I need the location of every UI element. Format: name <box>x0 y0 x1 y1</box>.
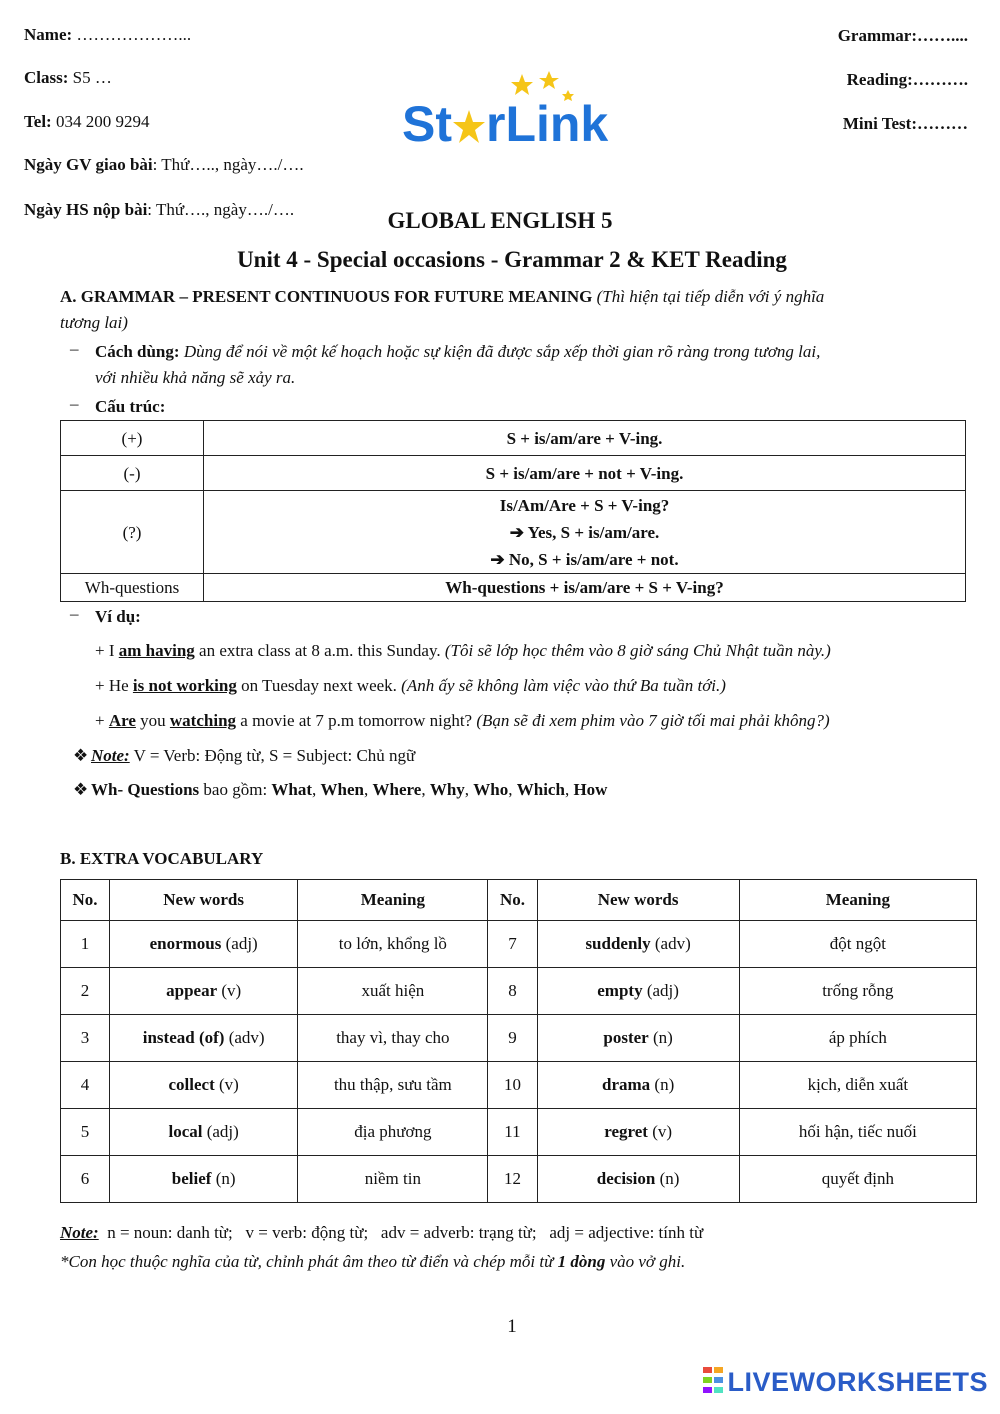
column-header: New words <box>537 880 739 921</box>
structure-label: Cấu trúc: <box>95 397 166 416</box>
unit-title: Unit 4 - Special occasions - Grammar 2 & KET Reading <box>237 247 787 272</box>
tel-value: 034 200 9294 <box>51 112 150 131</box>
table-row <box>61 1109 977 1156</box>
name-label: Name: <box>24 25 73 44</box>
structure-formula: S + is/am/are + V-ing. <box>204 421 966 456</box>
liveworksheets-brand: LIVEWORKSHEETS <box>703 1367 988 1400</box>
word-cell: suddenly (adv) <box>537 921 739 968</box>
submit-date-field[interactable]: : Thứ…., ngày…./…. <box>147 200 295 219</box>
word-number: 11 <box>488 1109 537 1156</box>
class-line <box>24 68 112 88</box>
class-value: S5 … <box>68 68 112 87</box>
meaning-cell: thay vì, thay cho <box>298 1015 488 1062</box>
structure-formula: Is/Am/Are + S + V-ing? ➔ Yes, S + is/am/are. ➔ No, S + is/am/are + not. <box>204 491 966 574</box>
reading-field[interactable]: ………. <box>912 70 968 89</box>
reading-label: Reading: <box>846 70 913 89</box>
structure-type: (-) <box>61 456 204 491</box>
diamond-bullet-icon: ❖ <box>73 780 89 799</box>
structure-bullet: – <box>70 394 79 413</box>
minitest-field[interactable]: ……… <box>917 114 968 133</box>
word-cell: decision (n) <box>537 1156 739 1203</box>
meaning-cell: xuất hiện <box>298 968 488 1015</box>
word-cell: drama (n) <box>537 1062 739 1109</box>
section-a-heading: A. GRAMMAR – PRESENT CONTINUOUS FOR FUTURE MEANING (Thì hiện tại tiếp diễn với ý nghĩa <box>60 287 825 306</box>
meaning-cell: niềm tin <box>298 1156 488 1203</box>
meaning-cell: áp phích <box>739 1015 976 1062</box>
meaning-cell: kịch, diễn xuất <box>739 1062 976 1109</box>
instruction-line: *Con học thuộc nghĩa của từ, chỉnh phát âm theo từ điển và chép mỗi từ 1 dòng vào vở ghi. <box>60 1252 686 1271</box>
word-cell: belief (n) <box>110 1156 298 1203</box>
vocabulary-header-row <box>61 880 977 921</box>
wh-questions-line: ❖ Wh- Questions bao gồm: What, When, Where, Why, Who, Which, How <box>73 777 607 803</box>
word-cell: empty (adj) <box>537 968 739 1015</box>
word-number: 5 <box>61 1109 110 1156</box>
assign-date-field[interactable]: : Thứ….., ngày…./…. <box>152 155 304 174</box>
page-number: 1 <box>507 1316 517 1337</box>
arrow-right-icon: ➔ <box>490 549 505 569</box>
word-cell: poster (n) <box>537 1015 739 1062</box>
section-b-heading: B. EXTRA VOCABULARY <box>60 849 264 868</box>
tel-label: Tel: <box>24 112 52 131</box>
table-row <box>61 1156 977 1203</box>
reading-score <box>847 70 968 90</box>
meaning-cell: đột ngột <box>739 921 976 968</box>
example-3: + Are you watching a movie at 7 p.m tomorrow night? (Bạn sẽ đi xem phim vào 7 giờ tối mai phải không?) <box>95 711 830 730</box>
word-number: 10 <box>488 1062 537 1109</box>
section-a-heading-cont: tương lai) <box>60 313 128 332</box>
structure-type: (+) <box>61 421 204 456</box>
word-number: 4 <box>61 1062 110 1109</box>
class-label: Class: <box>24 68 69 87</box>
star-icon <box>452 109 486 145</box>
grammar-score <box>838 26 968 46</box>
usage-line-cont: với nhiều khả năng sẽ xảy ra. <box>95 368 296 387</box>
column-header: Meaning <box>298 880 488 921</box>
word-number: 9 <box>488 1015 537 1062</box>
word-number: 12 <box>488 1156 537 1203</box>
table-row <box>61 1062 977 1109</box>
structure-formula: Wh-questions + is/am/are + S + V-ing? <box>204 574 966 602</box>
structure-formula: S + is/am/are + not + V-ing. <box>204 456 966 491</box>
word-cell: appear (v) <box>110 968 298 1015</box>
minitest-score <box>843 114 968 134</box>
liveworksheets-logo-icon <box>703 1367 723 1400</box>
minitest-label: Mini Test: <box>842 114 917 133</box>
starlink-logo <box>402 70 652 150</box>
meaning-cell: địa phương <box>298 1109 488 1156</box>
grammar-field[interactable]: …….... <box>917 26 968 45</box>
example-2: + He is not working on Tuesday next week. (Anh ấy sẽ không làm việc vào thứ Ba tuần tới.) <box>95 676 726 695</box>
name-line <box>24 25 191 45</box>
table-row <box>61 921 977 968</box>
word-number: 2 <box>61 968 110 1015</box>
usage-bullet: – <box>70 339 79 358</box>
vocab-note-line: Note: n = noun: danh từ; v = verb: động từ; adv = adverb: trạng từ; adj = adjective: tính từ <box>60 1223 704 1242</box>
meaning-cell: hối hận, tiếc nuối <box>739 1109 976 1156</box>
diamond-bullet-icon: ❖ <box>73 746 89 765</box>
usage-line: Cách dùng: Dùng để nói về một kế hoạch hoặc sự kiện đã được sắp xếp thời gian rõ ràng trong tương lai, <box>95 342 821 361</box>
structure-row-wh <box>61 574 966 602</box>
arrow-right-icon: ➔ <box>509 522 524 542</box>
word-number: 8 <box>488 968 537 1015</box>
example-1: + I am having an extra class at 8 a.m. this Sunday. (Tôi sẽ lớp học thêm vào 8 giờ sáng Chủ Nhật tuần này.) <box>95 641 831 660</box>
course-title: GLOBAL ENGLISH 5 <box>387 208 613 233</box>
vocabulary-table <box>60 879 977 1203</box>
column-header: No. <box>488 880 537 921</box>
name-field[interactable]: ………………... <box>72 25 192 44</box>
word-number: 6 <box>61 1156 110 1203</box>
meaning-cell: quyết định <box>739 1156 976 1203</box>
structure-row-positive <box>61 421 966 456</box>
word-cell: regret (v) <box>537 1109 739 1156</box>
meaning-cell: trống rỗng <box>739 968 976 1015</box>
examples-bullet: – <box>70 604 79 623</box>
logo-wordmark: St rLink <box>402 96 609 152</box>
examples-label: Ví dụ: <box>95 607 141 626</box>
structure-row-negative <box>61 456 966 491</box>
structure-table <box>60 420 966 602</box>
note-line: ❖ Note: V = Verb: Động từ, S = Subject: Chủ ngữ <box>73 743 415 769</box>
word-cell: enormous (adj) <box>110 921 298 968</box>
word-cell: instead (of) (adv) <box>110 1015 298 1062</box>
assign-date-line <box>24 155 304 175</box>
word-number: 1 <box>61 921 110 968</box>
word-number: 7 <box>488 921 537 968</box>
column-header: New words <box>110 880 298 921</box>
meaning-cell: to lớn, khổng lồ <box>298 921 488 968</box>
tel-line <box>24 112 149 132</box>
structure-type: (?) <box>61 491 204 574</box>
structure-row-question <box>61 491 966 574</box>
word-cell: local (adj) <box>110 1109 298 1156</box>
meaning-cell: thu thập, sưu tầm <box>298 1062 488 1109</box>
grammar-label: Grammar: <box>837 26 917 45</box>
word-number: 3 <box>61 1015 110 1062</box>
table-row <box>61 968 977 1015</box>
table-row <box>61 1015 977 1062</box>
assign-date-label: Ngày GV giao bài <box>24 155 153 174</box>
column-header: No. <box>61 880 110 921</box>
submit-date-label: Ngày HS nộp bài <box>24 200 148 219</box>
structure-type: Wh-questions <box>61 574 204 602</box>
column-header: Meaning <box>739 880 976 921</box>
word-cell: collect (v) <box>110 1062 298 1109</box>
